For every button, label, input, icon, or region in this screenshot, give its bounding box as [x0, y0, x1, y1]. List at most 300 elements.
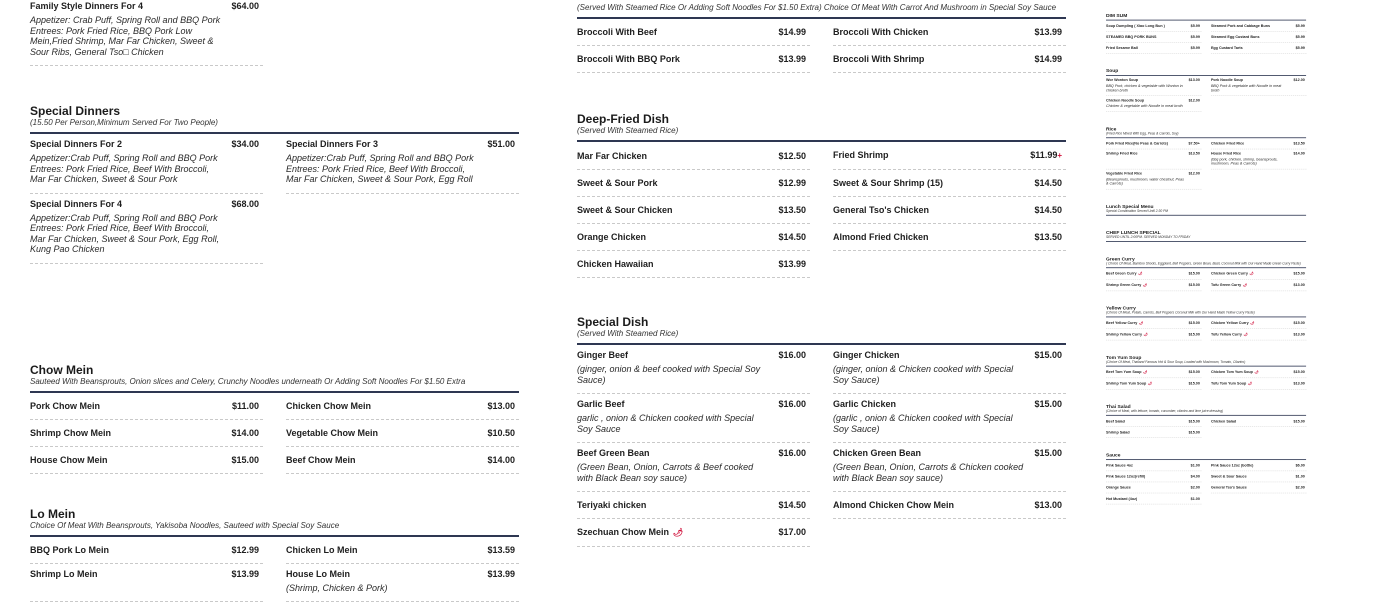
price-plus-badge: + [1057, 151, 1062, 160]
menu-item-price [1189, 429, 1202, 434]
menu-item[interactable] [286, 420, 519, 447]
menu-item[interactable] [286, 447, 519, 474]
menu-item[interactable] [577, 443, 810, 492]
menu-item-name [30, 454, 108, 466]
menu-item-price [1189, 381, 1202, 386]
menu-item[interactable] [30, 420, 263, 447]
menu-item[interactable] [833, 197, 1066, 224]
menu-item-header [30, 568, 263, 580]
menu-item-price [1294, 331, 1307, 336]
item-name-text: House Lo Mein [286, 569, 350, 579]
price-text: $15.00 [1034, 448, 1062, 458]
menu-item[interactable] [833, 170, 1066, 197]
menu-item-name [286, 544, 358, 556]
menu-item-header [833, 231, 1066, 243]
menu-item-header [1106, 485, 1202, 490]
price-text: $16.00 [778, 350, 806, 360]
item-name-text: Chicken Green Curry [1211, 271, 1248, 275]
section-subtitle: Choice Of Meat With Beansprouts, Yakisoba Noodles, Sauteed with Special Soy Sauce [30, 521, 519, 531]
menu-item[interactable] [1211, 21, 1307, 32]
item-name-text: Shrimp Yellow Curry [1106, 332, 1142, 336]
item-name-text: Orange Sauce [1106, 485, 1131, 489]
price-text: $1.00 [1191, 463, 1200, 467]
price-text: $15.00 [1294, 419, 1305, 423]
menu-item-header [577, 398, 810, 410]
menu-item-header [577, 26, 810, 38]
menu-item-name [1211, 369, 1259, 374]
menu-item[interactable] [1106, 169, 1202, 189]
menu-item-header [1106, 496, 1202, 501]
item-name-text: Shrimp Chow Mein [30, 428, 111, 438]
item-name-text: Special Dinners For 3 [286, 139, 378, 149]
menu-section-t-green [1106, 256, 1306, 291]
price-text: $5.99 [1191, 24, 1200, 28]
menu-item-description: Appetizer: Crab Puff, Spring Roll and BBQ Pork Entrees: Pork Fried Rice, BBQ Pork Low Mein,Fried Shrimp, Mar Far Chicken, Sweet & Sour Ribs, General Tso□ Chicken [30, 15, 263, 57]
price-text: $5.99 [1296, 46, 1305, 50]
price-text: $12.99 [231, 545, 259, 555]
menu-item-price [1191, 23, 1202, 28]
menu-item[interactable] [833, 19, 1066, 46]
menu-item-price [1191, 46, 1202, 51]
item-name-text: Tofu Yellow Curry [1211, 332, 1242, 336]
menu-item[interactable] [577, 519, 810, 547]
menu-item-price [487, 138, 519, 150]
menu-item-price [1034, 499, 1066, 511]
menu-item-name [1106, 271, 1142, 276]
menu-item-price [1191, 496, 1202, 501]
menu-item-price [1294, 282, 1307, 287]
menu-item[interactable] [1106, 21, 1202, 32]
menu-item-price [778, 499, 810, 511]
menu-item[interactable] [577, 19, 810, 46]
menu-item-name [286, 568, 350, 580]
menu-item-header [286, 427, 519, 439]
menu-item[interactable] [1211, 279, 1307, 290]
price-text: $1.00 [1191, 496, 1200, 500]
menu-item[interactable] [577, 197, 810, 224]
menu-section-t-salad [1106, 403, 1306, 437]
chili-pepper-icon: 🌶 [1143, 370, 1147, 374]
item-name-text: Special Dinners For 4 [30, 199, 122, 209]
item-name-text: House Chow Mein [30, 455, 108, 465]
menu-item-header [577, 204, 810, 216]
menu-item[interactable] [30, 0, 263, 66]
section-title: Special Dinners [30, 104, 519, 118]
menu-item-name [286, 138, 378, 150]
menu-item-header [1106, 331, 1202, 336]
price-text: $14.50 [778, 232, 806, 242]
menu-item-name [577, 150, 647, 162]
menu-item-name [577, 204, 673, 216]
menu-items-grid [1106, 416, 1306, 438]
menu-item-price [231, 0, 263, 12]
menu-section-chow-mein [30, 363, 519, 474]
menu-item-header [1106, 369, 1202, 374]
price-text: $15.00 [1034, 399, 1062, 409]
menu-item[interactable] [1106, 268, 1202, 279]
item-name-text: Chicken Green Bean [833, 448, 921, 458]
item-name-text: Pork Chow Mein [30, 401, 100, 411]
menu-item-name [577, 499, 646, 511]
menu-item[interactable] [1106, 138, 1202, 149]
chili-pepper-icon: 🌶 [673, 528, 683, 537]
chili-pepper-icon: 🌶 [1254, 370, 1258, 374]
price-text: $15.00 [1189, 430, 1200, 434]
section-subtitle: (Choice Of Meat, Thailand Famous Hot & Sour Soup, Loaded with Mushroom, Tomato, Cilantro) [1106, 360, 1306, 364]
menu-item[interactable] [577, 170, 810, 197]
price-text: $15.00 [1189, 320, 1200, 324]
menu-thumbnail-preview[interactable] [1106, 0, 1306, 504]
menu-item-price [1296, 463, 1307, 468]
menu-item[interactable] [1211, 32, 1307, 43]
menu-item-header [1106, 23, 1202, 28]
menu-item-name [833, 447, 921, 459]
menu-item[interactable] [833, 224, 1066, 251]
menu-item-header [577, 258, 810, 270]
section-subtitle: (Served With Steamed Rice) [577, 126, 1066, 136]
menu-section-t-yellow [1106, 305, 1306, 340]
section-title: Yellow Curry [1106, 305, 1306, 311]
menu-item-price [1294, 418, 1307, 423]
empty-cell [1211, 96, 1307, 112]
menu-item-price [1030, 149, 1066, 162]
menu-items-grid [1106, 138, 1306, 189]
menu-item[interactable] [286, 537, 519, 564]
section-title: Lo Mein [30, 507, 519, 521]
price-text: $12.50 [778, 151, 806, 161]
menu-item[interactable] [1106, 460, 1202, 471]
menu-item-description: Appetizer:Crab Puff, Spring Roll and BBQ Pork Entrees: Pork Fried Rice, Beef With Broccoli, Mar Far Chicken, Sweet & Sour Pork, Egg Roll [286, 153, 519, 185]
menu-item-price [778, 349, 810, 361]
item-name-text: Vegetable Chow Mein [286, 428, 378, 438]
menu-item-name [1106, 474, 1145, 479]
price-text: $14.99 [1034, 54, 1062, 64]
price-text: $7.50+ [1188, 141, 1199, 145]
menu-item-price [778, 231, 810, 243]
menu-item-name [577, 526, 683, 539]
menu-item-price [487, 427, 519, 439]
menu-item-description: Chicken & vegetable with Noodle in meat broth [1106, 104, 1202, 108]
menu-item[interactable] [577, 345, 810, 394]
menu-item-header [286, 400, 519, 412]
chili-pepper-icon: 🌶 [1143, 283, 1147, 287]
menu-item[interactable] [1106, 149, 1202, 169]
menu-item-name [1106, 429, 1130, 434]
menu-items-grid [1106, 366, 1306, 389]
menu-item[interactable] [1211, 76, 1307, 96]
menu-item[interactable] [1106, 493, 1202, 504]
price-text: $12.00 [1189, 171, 1200, 175]
menu-item[interactable] [30, 564, 263, 602]
menu-item-header [1106, 429, 1202, 434]
menu-item-price [778, 398, 810, 410]
price-text: $13.50 [1034, 232, 1062, 242]
menu-item[interactable] [1106, 378, 1202, 389]
menu-item-header [577, 231, 810, 243]
item-name-text: Ginger Beef [577, 350, 628, 360]
menu-item-name [30, 427, 111, 439]
menu-item-description: (Shrimp, Chicken & Pork) [286, 583, 519, 594]
menu-item-name [1106, 369, 1147, 374]
menu-item-price [1189, 320, 1202, 325]
menu-item-price [1034, 447, 1066, 459]
empty-cell [1211, 169, 1307, 189]
menu-item[interactable] [1106, 96, 1202, 112]
item-name-text: Egg Custard Tarts [1211, 46, 1243, 50]
price-text: $5.99 [1191, 46, 1200, 50]
menu-item[interactable] [1106, 482, 1202, 493]
menu-item-name [286, 454, 356, 466]
menu-item[interactable] [1211, 366, 1307, 377]
menu-item-name [833, 177, 943, 189]
menu-item[interactable] [1211, 460, 1307, 471]
chili-pepper-icon: 🌶 [1250, 272, 1254, 276]
price-text: $15.00 [1189, 370, 1200, 374]
item-name-text: Steamed Egg Custard Buns [1211, 35, 1260, 39]
item-name-text: Beef Yellow Curry [1106, 320, 1137, 324]
menu-item[interactable] [1211, 43, 1307, 54]
menu-item-name [1211, 331, 1248, 336]
menu-item-price [1189, 271, 1202, 276]
menu-item[interactable] [30, 134, 263, 194]
menu-item[interactable] [1106, 329, 1202, 340]
item-name-text: Chicken Chow Mein [286, 401, 371, 411]
item-name-text: Broccoli With BBQ Pork [577, 54, 680, 64]
menu-item-price [1189, 369, 1202, 374]
price-text: $12.00 [1294, 78, 1305, 82]
menu-item-name [833, 231, 929, 243]
menu-item-price [1191, 474, 1202, 479]
menu-item-header [1106, 141, 1202, 146]
menu-item[interactable] [1211, 149, 1307, 169]
menu-item-price [231, 427, 263, 439]
menu-item[interactable] [833, 443, 1066, 492]
item-name-text: Teriyaki chicken [577, 500, 646, 510]
menu-item-name [30, 0, 143, 12]
price-text: $15.00 [1294, 271, 1305, 275]
price-text: $68.00 [231, 199, 259, 209]
menu-items-grid [577, 19, 1066, 73]
menu-item[interactable] [1211, 471, 1307, 482]
menu-item[interactable] [30, 393, 263, 420]
section-title: Soup [1106, 68, 1306, 74]
menu-item[interactable] [833, 345, 1066, 394]
item-name-text: Chicken Lo Mein [286, 545, 358, 555]
section-title: Sauce [1106, 452, 1306, 458]
menu-item-price [1294, 320, 1307, 325]
menu-item-header [833, 499, 1066, 511]
menu-item-price [778, 150, 810, 162]
menu-item[interactable] [286, 393, 519, 420]
menu-item-price [1296, 23, 1307, 28]
menu-section-t-sauce [1106, 452, 1306, 504]
menu-item-name [1211, 320, 1254, 325]
price-text: $13.50 [1189, 151, 1200, 155]
menu-section-t-chef [1106, 229, 1306, 241]
menu-item[interactable] [1211, 378, 1307, 389]
item-name-text: Beef Green Bean [577, 448, 650, 458]
price-text: $34.00 [231, 139, 259, 149]
menu-item[interactable] [1106, 317, 1202, 328]
menu-item[interactable] [833, 492, 1066, 519]
price-text: $14.50 [1034, 205, 1062, 215]
item-name-text: BBQ Pork Lo Mein [30, 545, 109, 555]
menu-item[interactable] [30, 537, 263, 564]
menu-item[interactable] [1211, 416, 1307, 427]
menu-item-name [1211, 77, 1243, 82]
item-name-text: General Tso's Sauce [1211, 485, 1247, 489]
menu-item-description: (Green Bean, Onion, Carrots & Chicken cooked with Black Bean soy sauce) [833, 462, 1066, 483]
menu-item[interactable] [1106, 416, 1202, 427]
item-name-text: Shrimp Fried Rice [1106, 151, 1138, 155]
chili-pepper-icon: 🌶 [1148, 382, 1152, 386]
menu-item-header [1106, 418, 1202, 423]
menu-item-name [1211, 282, 1247, 287]
menu-item[interactable] [577, 251, 810, 278]
menu-item-price [1189, 331, 1202, 336]
menu-item[interactable] [1106, 32, 1202, 43]
item-name-text: House Fried Rice [1211, 151, 1241, 155]
menu-item-header [1211, 474, 1307, 479]
menu-item[interactable] [1211, 482, 1307, 493]
menu-item-header [1211, 418, 1307, 423]
chili-pepper-icon: 🌶 [1144, 332, 1148, 336]
menu-item[interactable] [577, 492, 810, 519]
menu-item[interactable] [1211, 317, 1307, 328]
menu-item-header [1211, 46, 1307, 51]
section-subtitle: (15.50 Per Person,Minimum Served For Two People) [30, 118, 519, 128]
menu-item[interactable] [1106, 279, 1202, 290]
menu-item-name [30, 568, 98, 580]
menu-item-description: (bbq pork, chicken, shrimp, beansprouts, mushroom, Peas & Carrots) [1211, 157, 1307, 166]
menu-item-header [1106, 171, 1202, 176]
menu-item-description: garlic , onion & Chicken cooked with Special Soy Sauce [577, 413, 810, 434]
menu-item-name [1106, 418, 1125, 423]
price-text: $64.00 [231, 1, 259, 11]
price-text: $13.50 [1294, 141, 1305, 145]
menu-item[interactable] [1211, 329, 1307, 340]
menu-item[interactable] [30, 447, 263, 474]
menu-item[interactable] [577, 46, 810, 73]
menu-item-header [1106, 46, 1202, 51]
menu-item-name [286, 427, 378, 439]
menu-items-grid [30, 134, 519, 264]
menu-item-header [577, 53, 810, 65]
price-text: $15.00 [231, 455, 259, 465]
section-title: Green Curry [1106, 256, 1306, 262]
menu-item-price [1034, 398, 1066, 410]
menu-item-header [1211, 282, 1307, 287]
item-name-text: Sweet & Sour Pork [577, 178, 658, 188]
section-subtitle: (Served With Steamed Rice Or Adding Soft Noodles For $1.50 Extra) Choice Of Meat With Carrot And Mushroom in Special Soy Sauce [577, 3, 1066, 13]
menu-item[interactable] [1211, 138, 1307, 149]
menu-item[interactable] [30, 194, 263, 264]
menu-item-header [1211, 23, 1307, 28]
menu-item[interactable] [577, 224, 810, 251]
menu-column-middle [577, 3, 1066, 547]
menu-item-header [1211, 331, 1307, 336]
empty-cell [286, 194, 519, 264]
menu-item-header [1106, 271, 1202, 276]
menu-item-header [1106, 463, 1202, 468]
chili-pepper-icon: 🌶 [1139, 321, 1143, 325]
menu-item-price [487, 400, 519, 412]
menu-item[interactable] [577, 394, 810, 443]
menu-item-name [30, 544, 109, 556]
menu-items-grid [1106, 317, 1306, 340]
menu-item-name [1211, 46, 1243, 51]
menu-item-name [833, 26, 928, 38]
item-name-text: Broccoli With Beef [577, 27, 657, 37]
price-text: $13.59 [487, 545, 515, 555]
menu-item-header [30, 544, 263, 556]
menu-item[interactable] [833, 142, 1066, 170]
menu-item-header [286, 138, 519, 150]
empty-cell [833, 519, 1066, 547]
menu-item-name [30, 400, 100, 412]
menu-item-name [1211, 34, 1260, 39]
menu-item-name [1106, 381, 1152, 386]
item-name-text: Wor Wonton Soup [1106, 78, 1138, 82]
section-divider [1106, 241, 1306, 242]
menu-item-header [286, 544, 519, 556]
menu-item-price [1191, 34, 1202, 39]
section-title: Deep-Fried Dish [577, 112, 1066, 126]
menu-item[interactable] [833, 394, 1066, 443]
menu-item[interactable] [1106, 366, 1202, 377]
item-name-text: Broccoli With Shrimp [833, 54, 924, 64]
price-text: $13.00 [1294, 332, 1305, 336]
menu-item-header [577, 499, 810, 511]
menu-item[interactable] [1106, 427, 1202, 438]
menu-item-name [1211, 23, 1270, 28]
menu-item-price [1191, 485, 1202, 490]
menu-item[interactable] [286, 564, 519, 602]
menu-item[interactable] [1106, 43, 1202, 54]
section-subtitle: (Choice Of Meat, Potato, Carrots, Bell Peppers Coconut Milk with Our Hand Made Yellow Curry Paste) [1106, 311, 1306, 315]
price-text: $5.99 [1296, 35, 1305, 39]
menu-item[interactable] [286, 134, 519, 194]
section-title: Lunch Special Menu [1106, 203, 1306, 209]
price-text: $13.99 [487, 569, 515, 579]
menu-item-header [1211, 485, 1307, 490]
menu-item[interactable] [577, 142, 810, 170]
price-text: $13.99 [1034, 27, 1062, 37]
menu-item-name [30, 138, 122, 150]
menu-item-header [30, 400, 263, 412]
menu-item-header [833, 177, 1066, 189]
item-name-text: Chicken Hawaiian [577, 259, 654, 269]
price-text: $15.00 [1189, 332, 1200, 336]
menu-section-deep-fried [577, 112, 1066, 278]
price-text: $13.00 [1189, 78, 1200, 82]
item-name-text: Shrimp Tom Yum Soup [1106, 381, 1146, 385]
menu-item-name [1106, 98, 1144, 103]
menu-item-name [286, 400, 371, 412]
section-title: Special Dish [577, 315, 1066, 329]
section-subtitle: (Served With Steamed Rice) [577, 329, 1066, 339]
menu-item-header [1211, 381, 1307, 386]
menu-item-header [286, 568, 519, 580]
menu-item[interactable] [833, 46, 1066, 73]
menu-item-name [1106, 331, 1148, 336]
menu-item[interactable] [1106, 76, 1202, 96]
price-text: $11.00 [232, 401, 259, 411]
menu-item[interactable] [1106, 471, 1202, 482]
menu-item[interactable] [1211, 268, 1307, 279]
menu-item-name [1211, 463, 1253, 468]
item-name-text: Beef Salad [1106, 419, 1125, 423]
